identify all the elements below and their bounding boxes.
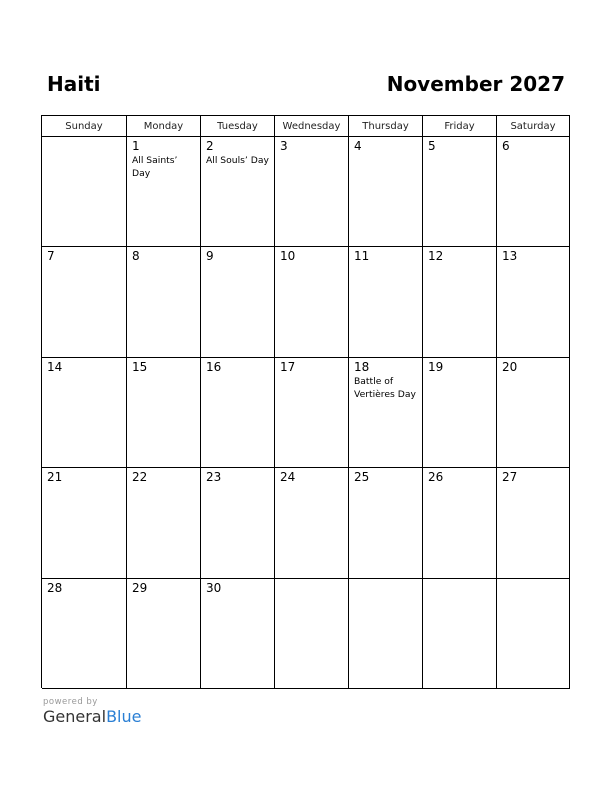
day-number: 8 (132, 249, 140, 264)
day-cell (201, 247, 275, 357)
day-cell (275, 137, 349, 247)
weekday-monday: Monday (127, 116, 201, 137)
day-number: 11 (354, 249, 370, 264)
day-cell (275, 468, 349, 578)
day-number: 2 (206, 139, 214, 153)
country-title: Haiti (47, 72, 101, 96)
day-number: 7 (47, 249, 55, 264)
powered-by-label: powered by (43, 697, 98, 707)
day-cell (275, 358, 349, 468)
weekday-tuesday: Tuesday (201, 116, 275, 137)
day-cell (423, 468, 497, 578)
day-number: 4 (354, 139, 362, 153)
day-number: 22 (132, 470, 148, 485)
day-number: 21 (47, 470, 63, 485)
day-cell (349, 579, 423, 689)
day-cell (127, 137, 201, 247)
generalblue-logo[interactable] (43, 707, 141, 726)
day-number: 27 (502, 470, 518, 485)
day-cell (275, 247, 349, 357)
day-number: 17 (280, 359, 296, 374)
brand-blue-text: Blue (106, 707, 142, 726)
day-number: 23 (206, 470, 222, 485)
day-cell (127, 468, 201, 578)
day-cell (497, 358, 570, 468)
day-number: 14 (47, 359, 63, 374)
week-row-1 (42, 137, 570, 247)
day-cell (423, 579, 497, 689)
day-number: 24 (280, 470, 296, 485)
day-cell (275, 579, 349, 689)
week-row-3 (42, 358, 570, 468)
day-cell (423, 358, 497, 468)
week-row-5 (42, 579, 570, 689)
day-number: 9 (206, 249, 214, 264)
day-cell (201, 358, 275, 468)
weekday-sunday: Sunday (42, 116, 127, 137)
day-number: 13 (502, 249, 518, 264)
week-row-2 (42, 247, 570, 357)
day-cell (497, 137, 570, 247)
day-cell (201, 579, 275, 689)
calendar-grid (41, 115, 570, 688)
day-number: 5 (428, 139, 436, 153)
day-cell (349, 137, 423, 247)
weekday-wednesday: Wednesday (275, 116, 349, 137)
day-cell (497, 579, 570, 689)
day-number: 6 (502, 139, 510, 153)
day-cell (42, 137, 127, 247)
day-cell (201, 137, 275, 247)
weekday-header-row (42, 116, 570, 137)
day-number: 10 (280, 249, 296, 264)
holiday-label: All Saints’ Day (132, 155, 178, 179)
day-cell (42, 579, 127, 689)
brand-general-text: General (43, 707, 107, 726)
day-cell (497, 247, 570, 357)
footer-branding (43, 697, 141, 726)
day-number: 20 (502, 359, 518, 374)
holiday-label: Battle of Vertières Day (354, 375, 416, 400)
weekday-friday: Friday (423, 116, 497, 137)
day-number: 15 (132, 359, 148, 374)
day-number: 12 (428, 249, 444, 264)
day-number: 30 (206, 580, 222, 595)
holiday-label: All Souls’ Day (206, 155, 269, 166)
day-cell (349, 468, 423, 578)
day-cell (42, 358, 127, 468)
day-cell (349, 358, 423, 468)
day-cell (497, 468, 570, 578)
weekday-saturday: Saturday (497, 116, 570, 137)
weekday-thursday: Thursday (349, 116, 423, 137)
day-number: 19 (428, 359, 444, 374)
day-number: 25 (354, 470, 370, 485)
day-number: 16 (206, 359, 222, 374)
day-number: 18 (354, 359, 370, 374)
day-cell (201, 468, 275, 578)
day-number: 3 (280, 139, 288, 153)
week-row-4 (42, 468, 570, 578)
day-cell (42, 247, 127, 357)
day-cell (127, 247, 201, 357)
day-cell (42, 468, 127, 578)
day-cell (127, 579, 201, 689)
day-number: 28 (47, 580, 63, 595)
day-cell (423, 137, 497, 247)
day-number: 26 (428, 470, 444, 485)
day-number: 1 (132, 139, 140, 153)
day-cell (423, 247, 497, 357)
day-number: 29 (132, 580, 148, 595)
day-cell (349, 247, 423, 357)
month-year-title: November 2027 (386, 72, 565, 96)
day-cell (127, 358, 201, 468)
